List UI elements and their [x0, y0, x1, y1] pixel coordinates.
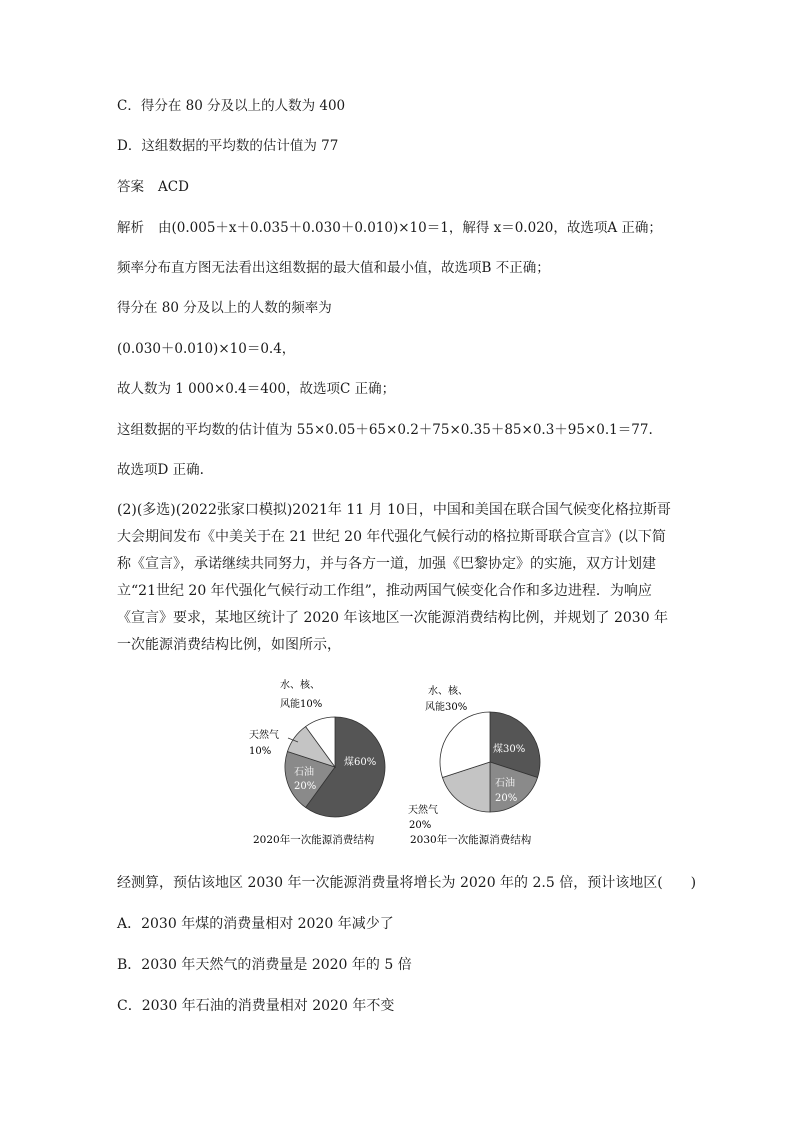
- pie-2020-label-gas-2: 10%: [249, 746, 272, 757]
- pie-2030-label-renew-1: 水、核、: [428, 686, 468, 697]
- analysis-line-4: (0.030＋0.010)×10＝0.4，: [117, 341, 296, 357]
- analysis-text-1: 由(0.005＋x＋0.035＋0.030＋0.010)×10＝1，解得 x＝0.020，故选项A 正确；: [158, 220, 662, 236]
- option-d-top: D．这组数据的平均数的估计值为 77: [117, 138, 339, 154]
- pie-2030-label-oil-1: 石油: [495, 778, 515, 789]
- pie-2020-label-coal: 煤60%: [344, 757, 377, 768]
- analysis-line-6: 这组数据的平均数的估计值为 55×0.05＋65×0.2＋75×0.35＋85×0.3＋95×0.1＝77.: [117, 422, 653, 438]
- pie-2020-label-gas-1: 天然气: [249, 730, 279, 741]
- pie-2030-label-gas-2: 20%: [409, 820, 432, 831]
- pie-2030-title: 2030年一次能源消费结构: [410, 834, 532, 846]
- option-c: C．2030 年石油的消费量相对 2020 年不变: [117, 998, 395, 1014]
- pie-2020-label-oil-2: 20%: [294, 781, 317, 792]
- question-after-figure: 经测算，预估该地区 2030 年一次能源消费量将增长为 2020 年的 2.5 倍，预计该地区( ): [117, 875, 697, 891]
- answer-label: 答案: [117, 179, 144, 195]
- question-paragraph: (2)(多选)(2022张家口模拟)2021年 11 月 10日，中国和美国在联合国气候变化格拉斯哥大会期间发布《中美关于在 21 世纪 20 年代强化气候行动的格拉斯哥联合宣言》(以下简称《宣言》，承诺继续共同努力，并与各方一道，加强《巴黎协定》的实施，双方计划建立“21世纪 20 年代强化气候行动工作组”，推动两国气候变化合作和多边进程．为响应《宣言》要求，某地区统计了 2020 年该地区一次能源消费结构比例，并规划了 2030 年一次能源消费结构比例，如图所示，: [117, 502, 671, 653]
- analysis-line-2: 频率分布直方图无法看出这组数据的最大值和最小值，故选项B 不正确；: [117, 260, 550, 276]
- option-b: B．2030 年天然气的消费量是 2020 年的 5 倍: [117, 957, 412, 973]
- answer-value: ACD: [158, 179, 189, 195]
- analysis-line-7: 故选项D 正确.: [117, 462, 204, 478]
- option-c-top: C．得分在 80 分及以上的人数为 400: [117, 98, 346, 114]
- analysis-label: 解析: [117, 220, 144, 236]
- analysis-line-1: [117, 218, 662, 238]
- pie-2030-label-gas-1: 天然气: [408, 805, 438, 816]
- pie-charts-svg: [240, 672, 560, 852]
- pie-2020-label-oil-1: 石油: [294, 767, 314, 778]
- pie-2030: [440, 712, 540, 812]
- analysis-line-3: 得分在 80 分及以上的人数的频率为: [117, 300, 332, 316]
- pie-2020-label-renew-1: 水、核、: [280, 680, 320, 691]
- analysis-line-5: 故人数为 1 000×0.4＝400，故选项C 正确；: [117, 381, 396, 397]
- pie-figure: [240, 672, 560, 852]
- pie-2030-label-coal: 煤30%: [493, 744, 526, 755]
- pie-2030-label-oil-2: 20%: [495, 793, 518, 804]
- pie-2030-label-renew-2: 风能30%: [425, 702, 468, 713]
- pie-2020-title: 2020年一次能源消费结构: [253, 834, 375, 846]
- answer-line: [117, 177, 189, 197]
- pie-2020-label-renew-2: 风能10%: [280, 699, 323, 710]
- option-a: A．2030 年煤的消费量相对 2020 年减少了: [117, 916, 394, 932]
